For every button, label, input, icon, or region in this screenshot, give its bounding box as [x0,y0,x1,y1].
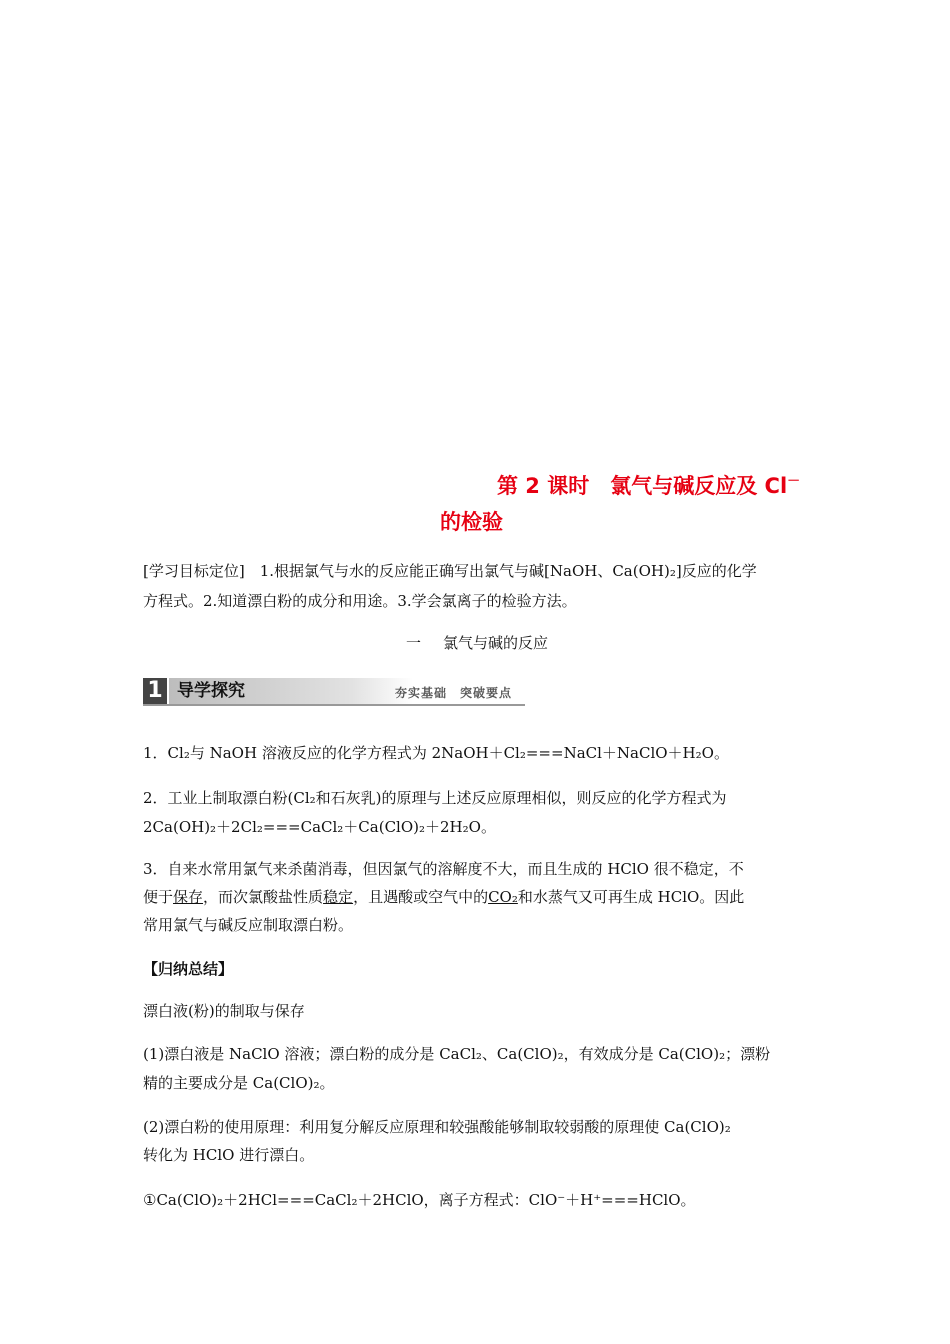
blank-answer-stable: 稳定 [323,888,354,906]
item-3-text-a: 便于 [143,888,174,906]
summary-p3: ①Ca(ClO)₂＋2HCl===CaCl₂＋2HClO，离子方程式：ClO⁻＋H⁺===HClO。 [143,1191,696,1209]
item-3-text-b: ，而次氯酸盐性质 [203,888,324,906]
objectives-tag: [学习目标定位] [143,562,245,580]
summary-subtitle: 漂白液(粉)的制取与保存 [143,1002,305,1020]
item-1: 1．Cl₂与 NaOH 溶液反应的化学方程式为 2NaOH＋Cl₂===NaCl＋NaClO＋H₂O。 [143,744,729,762]
summary-p2-line2: 转化为 HClO 进行漂白。 [143,1146,315,1164]
objectives-line2: 方程式。2.知道漂白粉的成分和用途。3.学会氯离子的检验方法。 [143,592,577,610]
item-2-line1: 2．工业上制取漂白粉(Cl₂和石灰乳)的原理与上述反应原理相似，则反应的化学方程式为 [143,789,727,807]
blank-answer-preserve: 保存 [173,888,204,906]
banner-badge: 1 [143,678,167,704]
objectives-line1 [143,556,811,586]
lesson-title-text: 第 2 课时 氯气与碱反应及 Cl [497,474,788,498]
item-3-line2 [143,882,811,912]
objectives-text-1: 1.根据氯气与水的反应能正确写出氯气与碱[NaOH、Ca(OH)₂]反应的化学 [244,562,757,580]
item-3-text-c: ，且遇酸或空气中的 [353,888,489,906]
summary-p1-line2: 精的主要成分是 Ca(ClO)₂。 [143,1074,335,1092]
summary-p2-line1: (2)漂白粉的使用原理：利用复分解反应原理和较强酸能够制取较弱酸的原理使 Ca(ClO)₂ [143,1118,731,1136]
guided-study-banner [143,676,525,706]
section-heading [143,628,811,658]
summary-p1-line1: (1)漂白液是 NaClO 溶液；漂白粉的成分是 CaCl₂、Ca(ClO)₂，有效成分是 Ca(ClO)₂；漂粉 [143,1045,771,1063]
item-3-line3: 常用氯气与碱反应制取漂白粉。 [143,916,354,934]
banner-rule [143,704,525,706]
lesson-title-superscript: － [787,474,801,489]
blank-answer-co2: CO₂ [488,888,518,906]
lesson-title-line1 [497,464,877,504]
item-3-line1: 3．自来水常用氯气来杀菌消毒，但因氯气的溶解度不大，而且生成的 HClO 很不稳定，不 [143,860,744,878]
section-title: 氯气与碱的反应 [443,634,549,652]
section-number: 一 [405,634,421,652]
item-3-text-d: 和水蒸气又可再生成 HClO。因此 [517,888,745,906]
banner-label: 导学探究 [177,681,245,701]
lesson-title-line2: 的检验 [440,510,503,534]
item-2-line2: 2Ca(OH)₂＋2Cl₂===CaCl₂＋Ca(ClO)₂＋2H₂O。 [143,818,496,836]
banner-subtitle: 夯实基础 突破要点 [395,686,513,700]
summary-heading: 【归纳总结】 [143,960,234,978]
